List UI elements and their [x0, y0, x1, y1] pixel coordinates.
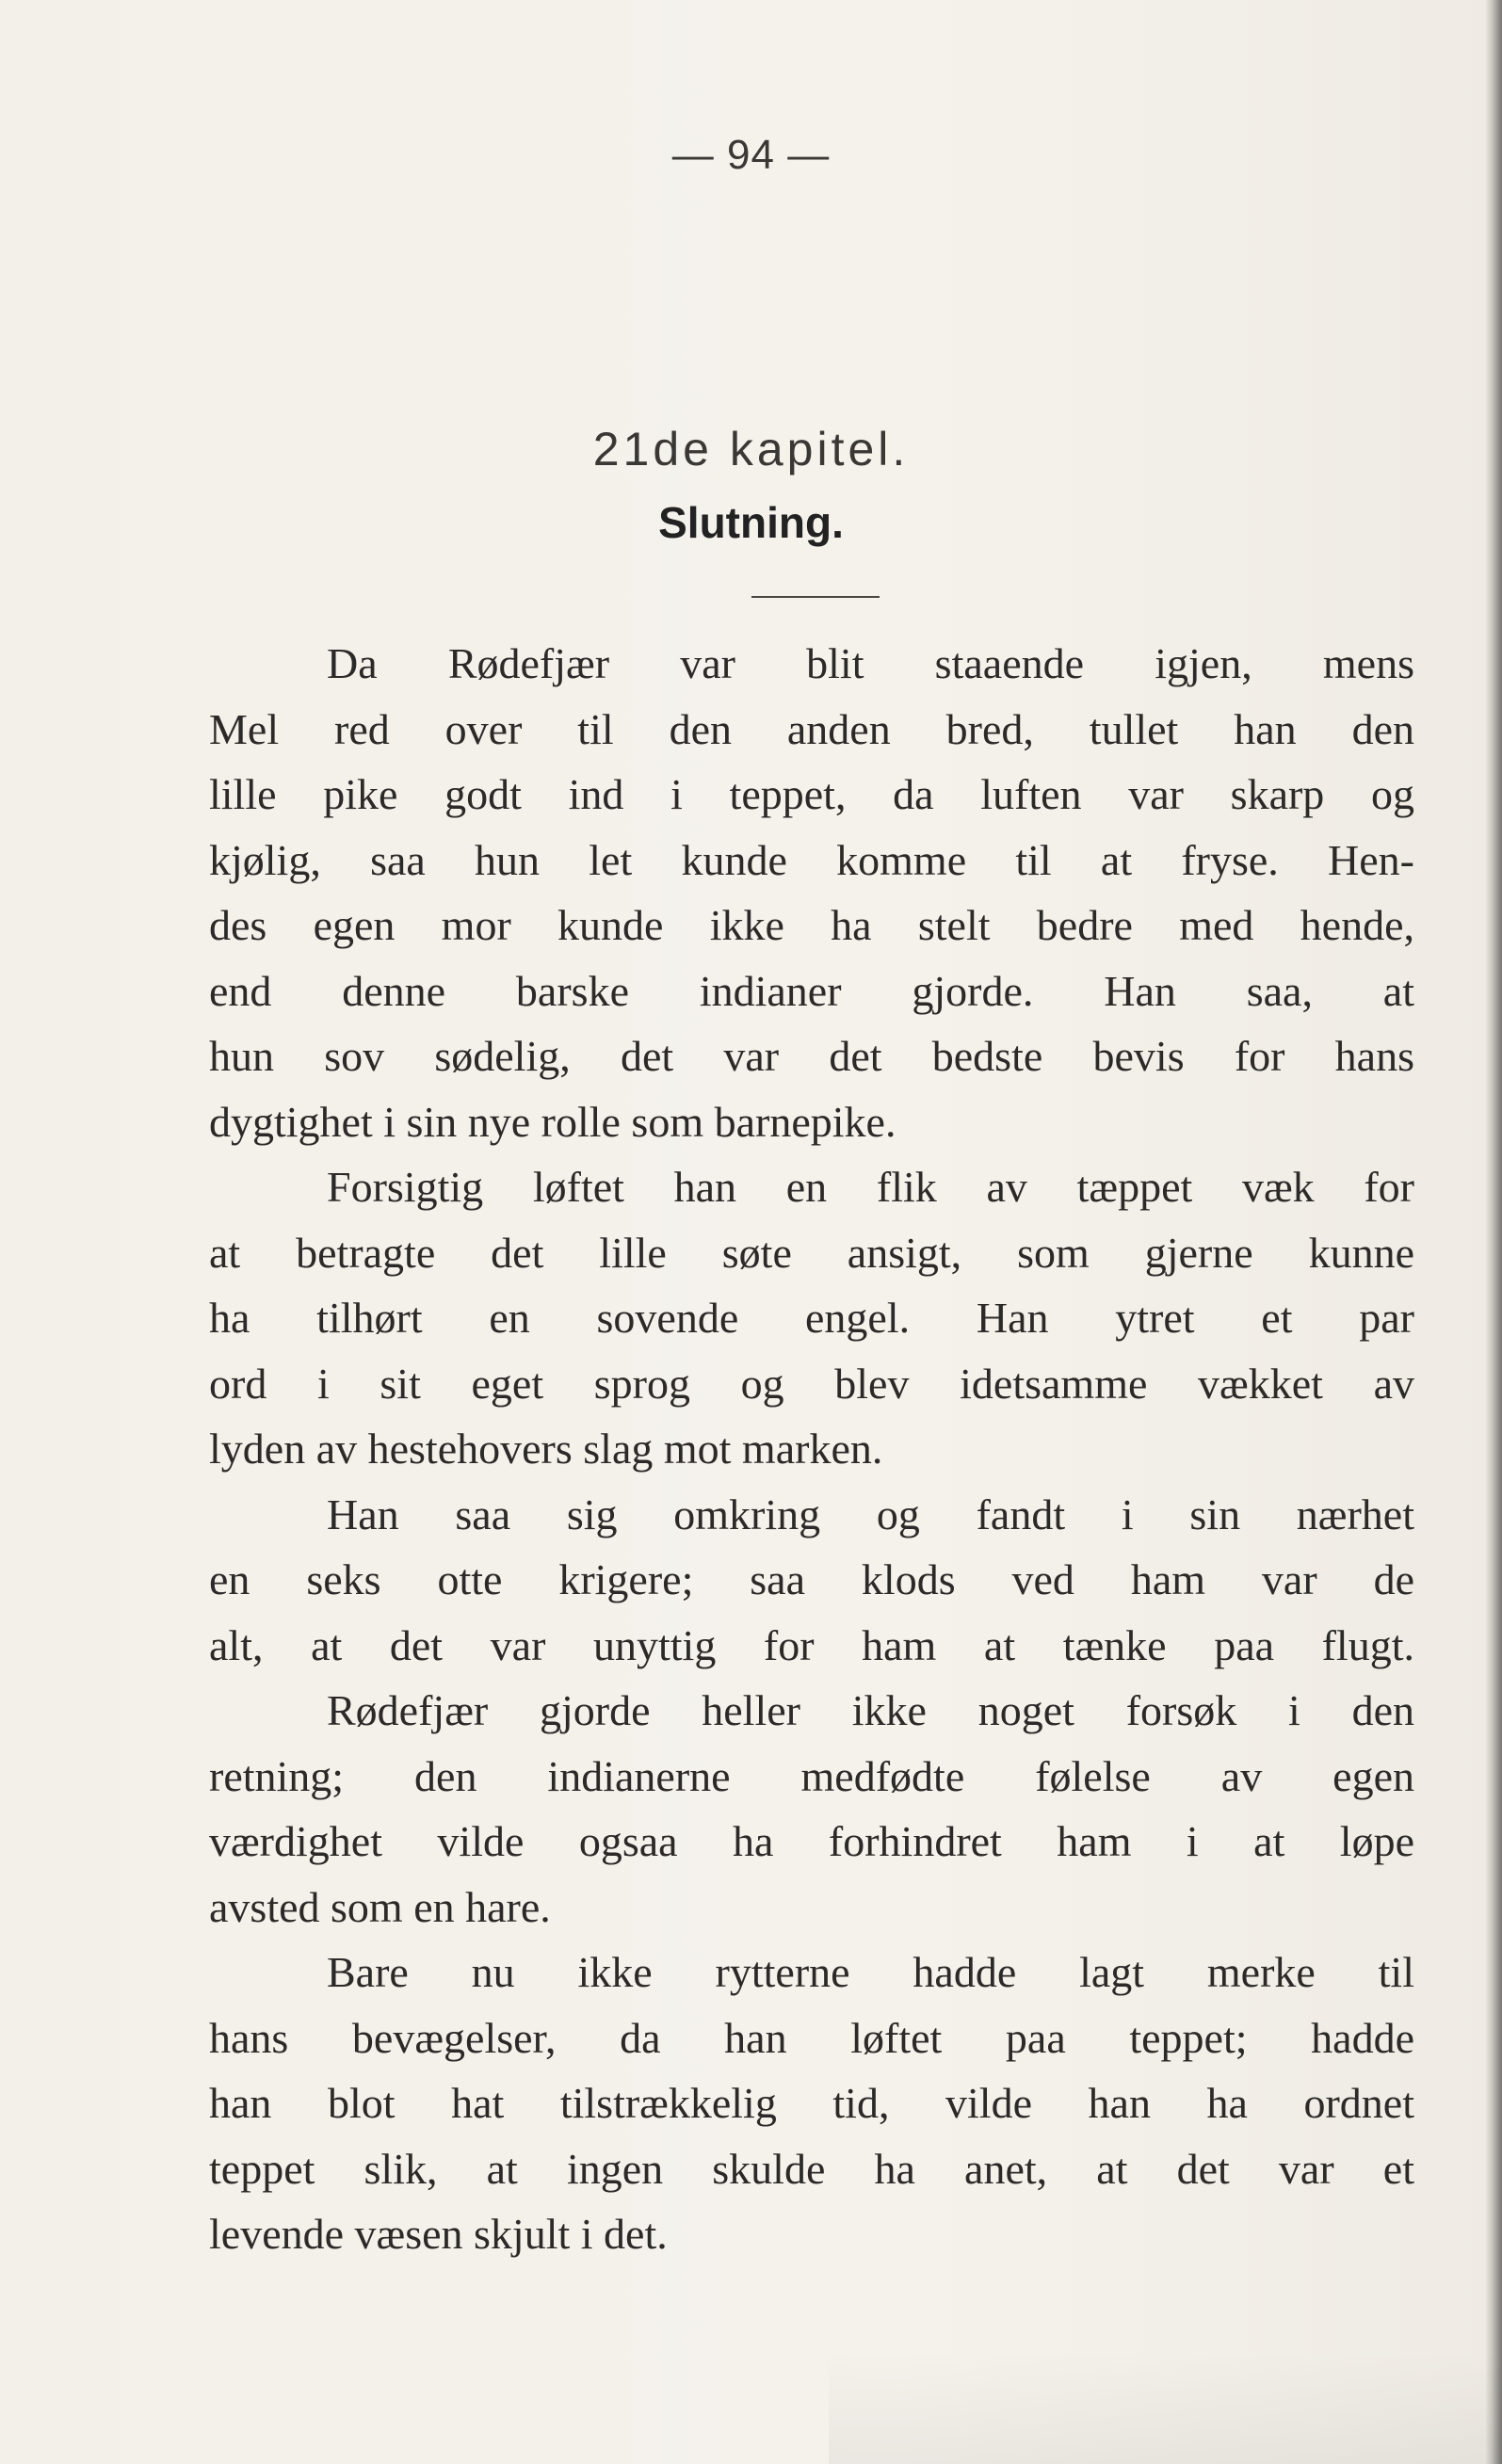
- text-line: kjølig, saa hun let kunde komme til at fryse. Hen-: [209, 835, 1414, 884]
- text-line: end denne barske indianer gjorde. Han saa, at: [209, 966, 1414, 1015]
- text-line: Bare nu ikke rytterne hadde lagt merke til: [327, 1948, 1414, 1996]
- chapter-label: 21de kapitel.: [592, 423, 910, 475]
- text-line: Han saa sig omkring og fandt i sin nærhet: [327, 1490, 1414, 1538]
- text-line: Da Rødefjær var blit staaende igjen, mens: [327, 639, 1414, 687]
- text-line: ord i sit eget sprog og blev idetsamme vækket av: [209, 1359, 1414, 1408]
- text-line: han blot hat tilstrækkelig tid, vilde han ha ordnet: [209, 2079, 1414, 2127]
- text-line: dygtighet i sin nye rolle som barnepike.: [209, 1097, 896, 1146]
- page-number: — 94 —: [671, 132, 831, 178]
- text-line: Forsigtig løftet han en flik av tæppet væk for: [327, 1163, 1414, 1211]
- text-line: avsted som en hare.: [209, 1882, 551, 1931]
- text-line: des egen mor kunde ikke ha stelt bedre med hende,: [209, 901, 1414, 949]
- text-line: Mel red over til den anden bred, tullet han den: [209, 704, 1414, 753]
- text-line: ha tilhørt en sovende engel. Han ytret et par: [209, 1294, 1414, 1342]
- text-line: levende væsen skjult i det.: [209, 2210, 668, 2258]
- chapter-divider: [751, 596, 880, 598]
- text-line: hans bevægelser, da han løftet paa teppet; hadde: [209, 2013, 1414, 2062]
- text-line: Rødefjær gjorde heller ikke noget forsøk i den: [327, 1686, 1414, 1734]
- text-line: lille pike godt ind i teppet, da luften var skarp og: [209, 770, 1414, 818]
- chapter-title: Slutning.: [658, 498, 844, 547]
- page-bottom-shade: [829, 2351, 1502, 2464]
- text-line: alt, at det var unyttig for ham at tænke paa flugt.: [209, 1620, 1414, 1669]
- text-line: en seks otte krigere; saa klods ved ham var de: [209, 1555, 1414, 1603]
- text-line: retning; den indianerne medfødte følelse av egen: [209, 1751, 1414, 1800]
- page-edge-shadow: [1485, 0, 1502, 2464]
- text-line: at betragte det lille søte ansigt, som gjerne kunne: [209, 1228, 1414, 1277]
- text-line: teppet slik, at ingen skulde ha anet, at det var et: [209, 2144, 1414, 2193]
- text-line: værdighet vilde ogsaa ha forhindret ham i at løpe: [209, 1817, 1414, 1865]
- body-text: [209, 631, 1414, 2267]
- text-line: hun sov sødelig, det var det bedste bevis for hans: [209, 1032, 1414, 1080]
- text-line: lyden av hestehovers slag mot marken.: [209, 1425, 883, 1473]
